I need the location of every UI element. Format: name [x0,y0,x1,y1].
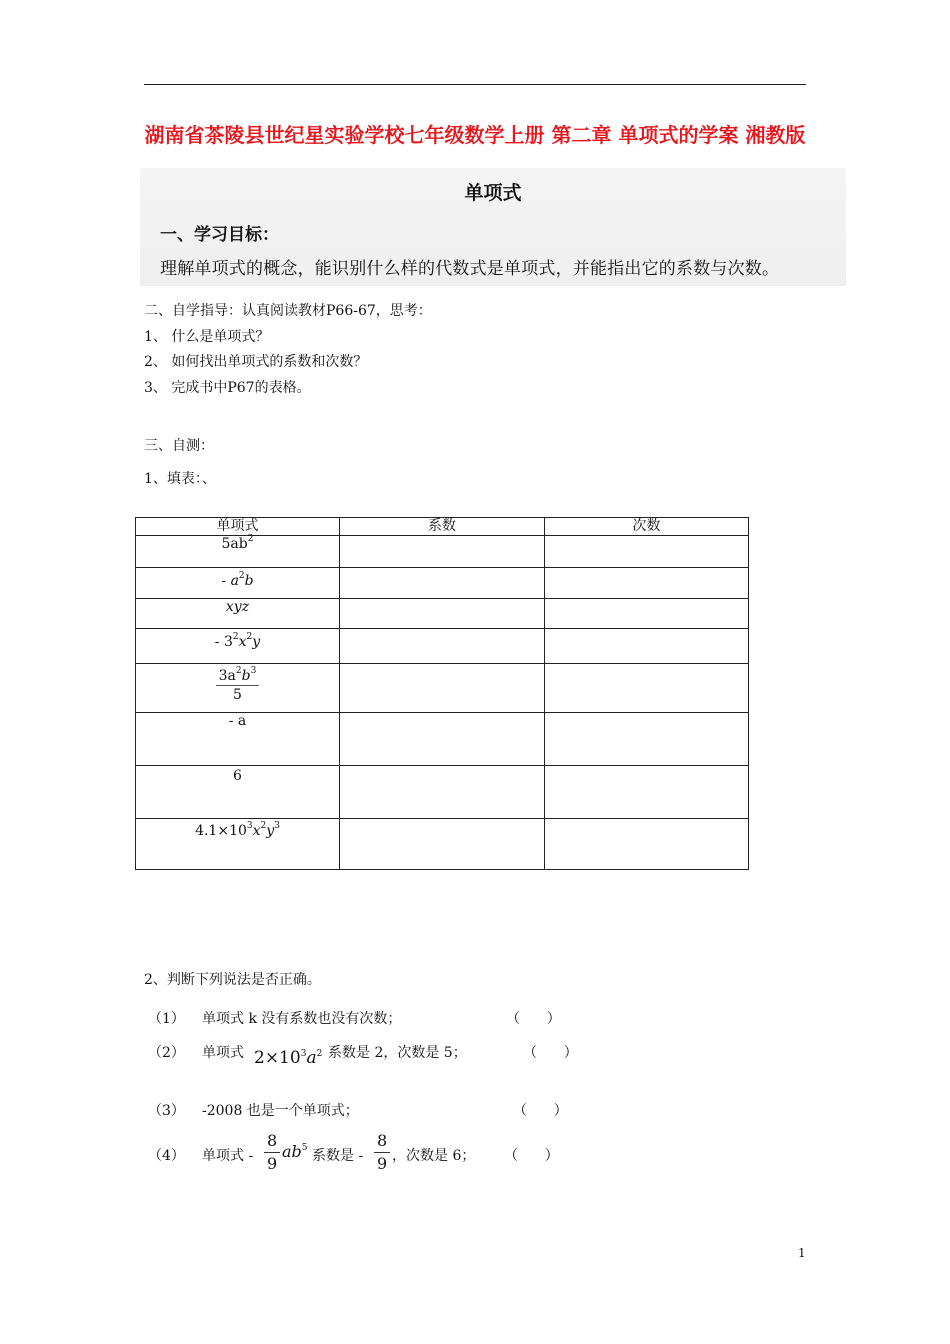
table-row [136,536,749,568]
monomial-cell: - $a^2b$ [136,568,340,599]
section3-title: 三、自测： [144,438,214,454]
table-row [136,766,749,819]
judge-item-1: （1） 单项式 k 没有系数也没有次数； （ ） [148,1008,185,1028]
section2-title: 二、自学指导：认真阅读教材P66-67，思考： [144,303,432,319]
header-rule [144,84,806,85]
answer-paren[interactable]: （ ） [513,1103,568,1119]
answer-paren[interactable]: （ ） [504,1148,559,1164]
judge-item-4: （4） 单项式 - $\frac{8}{9}$ $ab^5$ 系数是 - $\frac{8}{9}$ ，次数是 6； （ ） [148,1131,559,1173]
coefficient-cell[interactable] [340,568,545,599]
fraction: $\frac{8}{9}$ [264,1130,280,1175]
question1-label: 1、填表：、 [144,471,216,487]
degree-cell[interactable] [545,568,749,599]
monomial-cell: - a [136,713,340,766]
table-header-row [136,518,749,536]
header-coefficient: 系数 [340,518,545,536]
degree-cell[interactable] [545,599,749,629]
objective-text: 理解单项式的概念，能识别什么样的代数式是单项式，并能指出它的系数与次数。 [160,259,780,279]
monomial-cell: $4.1\times 10^3x^2y^3$ [136,819,340,870]
page-number: 1 [798,1246,806,1260]
fill-in-table [135,517,749,870]
monomial-cell: 6 [136,766,340,819]
fraction: $\frac{8}{9}$ [374,1130,390,1175]
monomial-cell [136,664,340,713]
monomial-cell: xyz [136,599,340,629]
fraction: $\frac{3a^2b^3}{5}$ [216,667,260,704]
objective-title: 一、学习目标： [160,225,279,245]
monomial-cell: - $3^2x^2y$ [136,629,340,664]
question2-title: 2、判断下列说法是否正确。 [144,972,321,988]
judge-item-3: （3） -2008 也是一个单项式； （ ） [148,1100,708,1120]
degree-cell[interactable] [545,664,749,713]
answer-paren[interactable]: （ ） [523,1045,578,1061]
coefficient-cell[interactable] [340,664,545,713]
degree-cell[interactable] [545,629,749,664]
coefficient-cell[interactable] [340,766,545,819]
answer-paren[interactable]: （ ） [506,1011,561,1027]
judge-item-2: （2） 单项式 $2\times 10^3a^2$ 系数是 2，次数是 5； （ ） [148,1042,708,1072]
degree-cell[interactable] [545,766,749,819]
section2-item-2: 2、 如何找出单项式的系数和次数？ [144,354,368,370]
degree-cell[interactable] [545,713,749,766]
document-title: 湖南省茶陵县世纪星实验学校七年级数学上册 第二章 单项式的学案 湘教版 [144,123,806,147]
table-row [136,568,749,599]
table-row [136,713,749,766]
coefficient-cell[interactable] [340,713,545,766]
coefficient-cell[interactable] [340,599,545,629]
scanned-objective-block [140,168,846,286]
coefficient-cell[interactable] [340,536,545,568]
degree-cell[interactable] [545,819,749,870]
coefficient-cell[interactable] [340,629,545,664]
monomial-cell: $5ab^2$ [136,536,340,568]
section2-item-3: 3、 完成书中P67的表格。 [144,380,311,396]
table-row [136,664,749,713]
table-row [136,819,749,870]
header-degree: 次数 [545,518,749,536]
header-monomial: 单项式 [136,518,340,536]
table-row [136,599,749,629]
section2-item-1: 1、 什么是单项式？ [144,329,270,345]
table-row [136,629,749,664]
coefficient-cell[interactable] [340,819,545,870]
section-heading: 单项式 [464,182,522,204]
degree-cell[interactable] [545,536,749,568]
